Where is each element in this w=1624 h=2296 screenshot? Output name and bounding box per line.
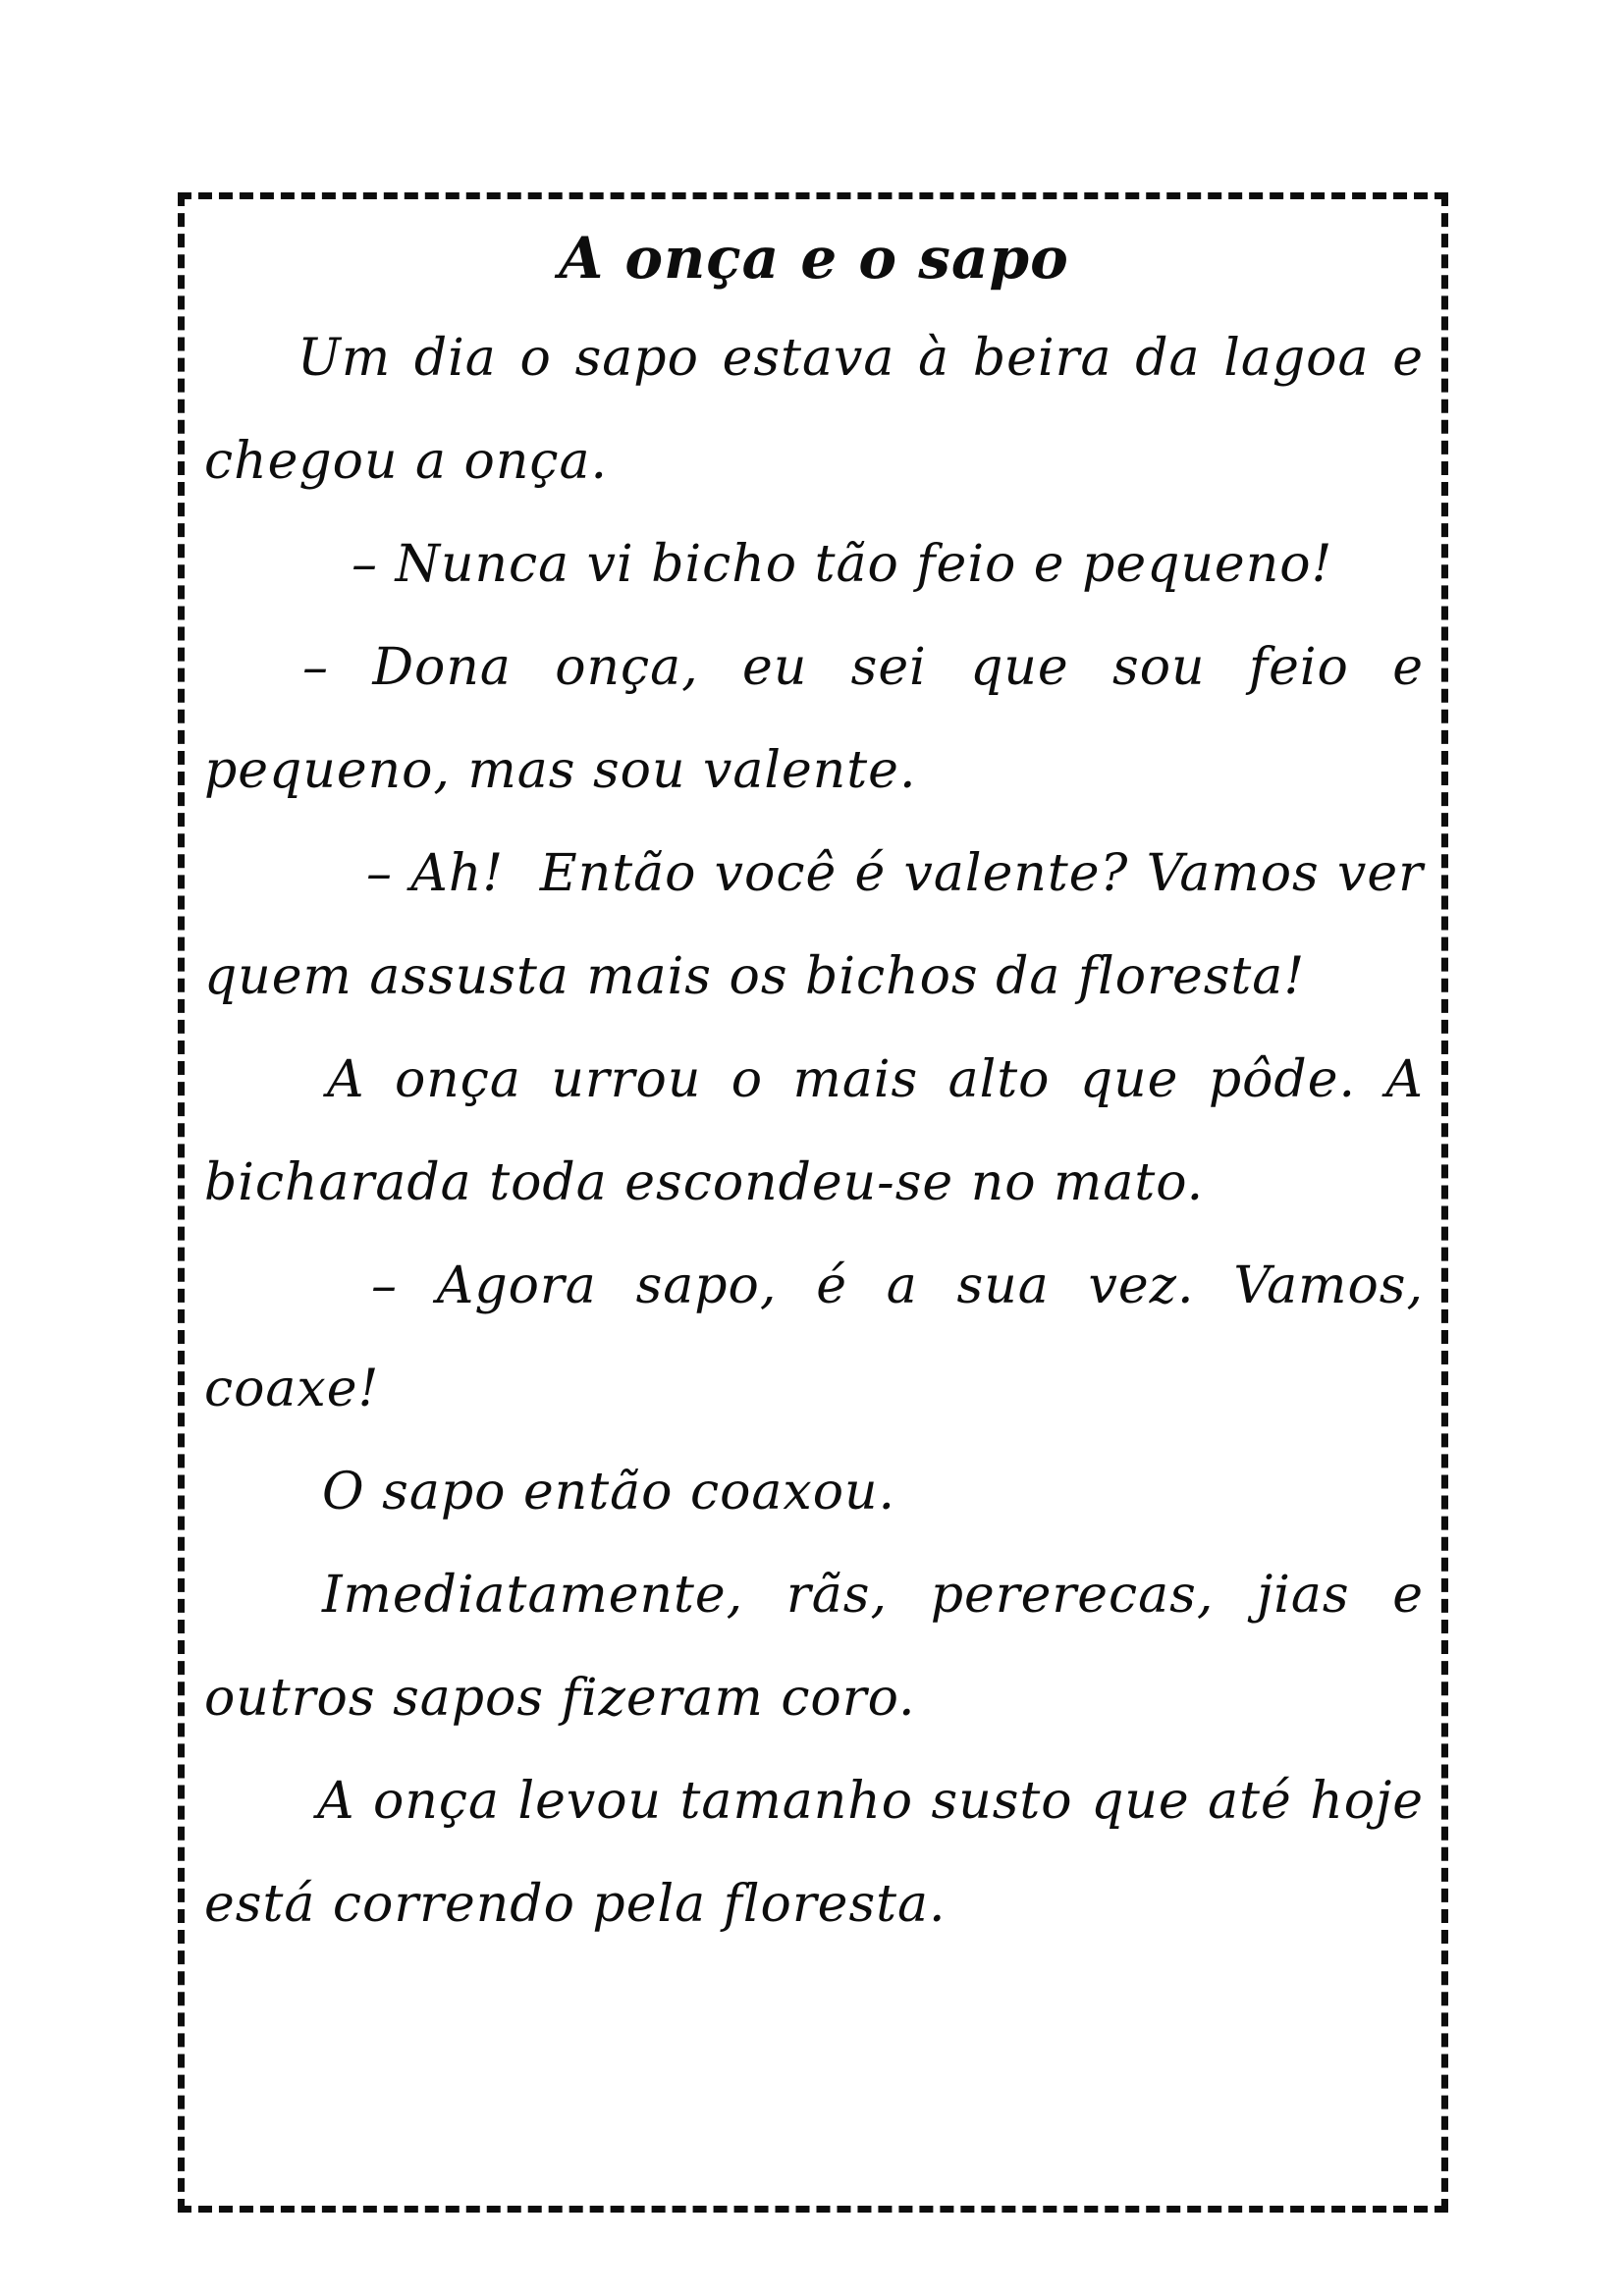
story-line: – Dona onça, eu sei que sou feio e <box>302 638 1424 697</box>
story-body <box>204 307 1424 1956</box>
story-frame <box>178 192 1448 2213</box>
story-line: outros sapos fizeram coro. <box>204 1669 916 1728</box>
story-line: O sapo então coaxou. <box>322 1463 896 1522</box>
story-line: bicharada toda escondeu-se no mato. <box>204 1153 1205 1212</box>
story-line: – Ah! Então você é valente? Vamos ver <box>366 844 1424 903</box>
story-line: coaxe! <box>204 1360 380 1418</box>
story-line: Imediatamente, rãs, pererecas, jias e <box>322 1566 1424 1625</box>
story-line: chegou a onça. <box>204 432 608 491</box>
story-line: – Nunca vi bicho tão feio e pequeno! <box>352 535 1333 594</box>
story-line: Um dia o sapo estava à beira da lagoa e <box>298 329 1424 388</box>
story-line: pequeno, mas sou valente. <box>204 741 917 800</box>
story-line: – Agora sapo, é a sua vez. Vamos, <box>371 1256 1424 1315</box>
story-title: A onça e o sapo <box>559 225 1069 292</box>
story-line: A onça levou tamanho susto que até hoje <box>317 1772 1424 1831</box>
story-line: está correndo pela floresta. <box>204 1875 947 1934</box>
story-line: A onça urrou o mais alto que pôde. A <box>327 1050 1424 1109</box>
story-line: quem assusta mais os bichos da floresta! <box>204 947 1306 1006</box>
